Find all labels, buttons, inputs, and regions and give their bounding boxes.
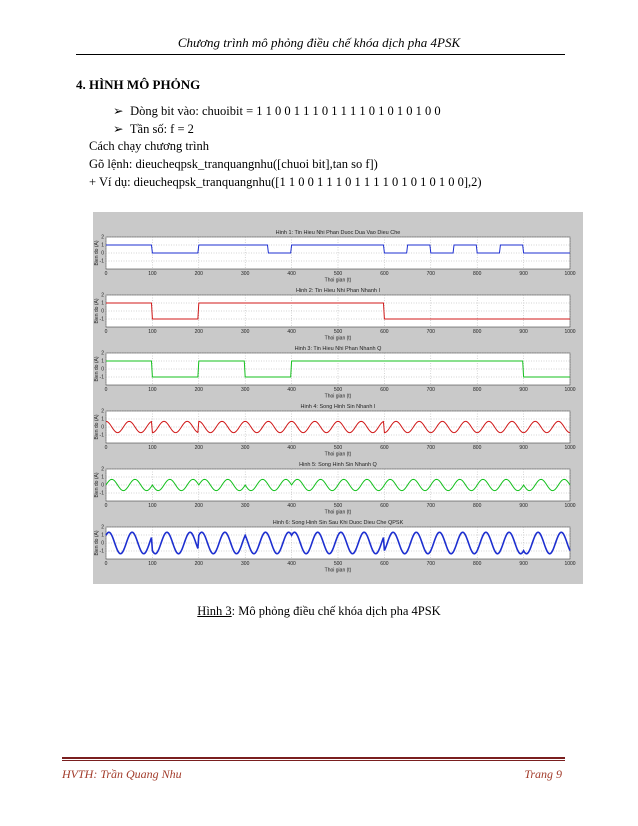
x-tick-label: 800: [473, 329, 482, 335]
y-tick-label: 2: [101, 350, 104, 357]
x-tick-label: 100: [148, 503, 157, 509]
y-tick-label: -1: [99, 490, 104, 497]
x-tick-label: 300: [241, 561, 250, 567]
figure-frame: [93, 212, 583, 584]
x-tick-label: 200: [194, 561, 203, 567]
x-tick-label: 1000: [564, 503, 576, 509]
footer-divider: [62, 757, 565, 759]
x-tick-label: 1000: [564, 329, 576, 335]
x-tick-label: 400: [287, 503, 296, 509]
bullet-item-bitstream: [113, 103, 441, 119]
x-tick-label: 600: [380, 561, 389, 567]
y-tick-label: -1: [99, 316, 104, 323]
y-axis-label: Bien do (A): [94, 414, 100, 440]
x-tick-label: 200: [194, 503, 203, 509]
y-tick-label: 1: [101, 300, 104, 307]
y-tick-label: 1: [101, 242, 104, 249]
x-tick-label: 500: [333, 561, 343, 567]
x-tick-label: 300: [241, 387, 250, 393]
x-tick-label: 500: [333, 445, 343, 451]
x-tick-label: 700: [426, 329, 435, 335]
footer-author: HVTH: Trần Quang Nhu: [62, 767, 182, 781]
x-tick-label: 400: [287, 561, 296, 567]
caption-text: : Mô phỏng điều chế khóa dịch pha 4PSK: [231, 604, 441, 618]
y-tick-label: 2: [101, 524, 104, 531]
x-tick-label: 800: [473, 271, 482, 277]
x-tick-label: 200: [194, 387, 203, 393]
y-tick-label: 2: [101, 408, 104, 415]
y-tick-label: 0: [101, 250, 104, 257]
footer-divider-thin: [62, 760, 565, 761]
x-axis-label: Thoi gian (t): [324, 509, 352, 516]
x-tick-label: 1000: [564, 445, 576, 451]
body-line-example: + Ví dụ: dieucheqpsk_tranquangnhu([1 1 0 0 1 1 1 0 1 1 1 1 0 1 0 1 0 1 0 0],2): [89, 175, 482, 189]
x-tick-label: 500: [333, 329, 343, 335]
x-tick-label: 600: [380, 503, 389, 509]
figure-caption: [0, 604, 638, 619]
x-tick-label: 100: [148, 445, 157, 451]
x-tick-label: 700: [426, 445, 435, 451]
x-tick-label: 800: [473, 387, 482, 393]
x-tick-label: 1000: [564, 561, 576, 567]
y-axis-label: Bien do (A): [94, 240, 100, 266]
simulation-chart: [93, 212, 583, 584]
caption-label: Hình 3: [197, 604, 232, 618]
body-line-command: Gõ lệnh: dieucheqpsk_tranquangnhu([chuoi bit],tan so f]): [89, 157, 378, 171]
y-tick-label: -1: [99, 258, 104, 265]
x-tick-label: 900: [519, 503, 528, 509]
y-tick-label: 0: [101, 366, 104, 373]
y-tick-label: 0: [101, 540, 104, 547]
x-tick-label: 0: [104, 387, 108, 393]
x-tick-label: 500: [333, 387, 343, 393]
x-tick-label: 900: [519, 561, 528, 567]
x-tick-label: 300: [241, 329, 250, 335]
bullet-text: Dòng bit vào: chuoibit = 1 1 0 0 1 1 1 0 1 1 1 1 0 1 0 1 0 1 0 0: [130, 104, 441, 118]
x-tick-label: 900: [519, 271, 528, 277]
x-axis-label: Thoi gian (t): [324, 277, 352, 284]
y-tick-label: 1: [101, 416, 104, 423]
y-tick-label: 2: [101, 466, 104, 473]
x-tick-label: 700: [426, 271, 435, 277]
x-tick-label: 1000: [564, 387, 576, 393]
x-tick-label: 500: [333, 503, 343, 509]
x-tick-label: 200: [194, 329, 203, 335]
x-axis-label: Thoi gian (t): [324, 335, 352, 342]
y-axis-label: Bien do (A): [94, 356, 100, 382]
x-tick-label: 0: [104, 271, 108, 277]
x-tick-label: 400: [287, 445, 296, 451]
y-tick-label: -1: [99, 432, 104, 439]
subplot-title: Hinh 1: Tin Hieu Nhi Phan Duoc Dua Vao Dieu Che: [275, 230, 401, 236]
x-tick-label: 600: [380, 387, 389, 393]
x-tick-label: 0: [104, 329, 108, 335]
y-axis-label: Bien do (A): [94, 298, 100, 324]
subplot-title: Hinh 6: Song Hinh Sin Sau Khi Duoc Dieu Che QPSK: [272, 520, 404, 526]
x-tick-label: 800: [473, 503, 482, 509]
footer-page-number: Trang 9: [524, 767, 562, 781]
x-tick-label: 400: [287, 271, 296, 277]
x-tick-label: 600: [380, 329, 389, 335]
x-tick-label: 700: [426, 503, 435, 509]
x-tick-label: 300: [241, 445, 250, 451]
subplot-title: Hinh 2: Tin Hieu Nhi Phan Nhanh I: [295, 288, 381, 294]
x-tick-label: 700: [426, 387, 435, 393]
x-tick-label: 800: [473, 561, 482, 567]
header-divider: [76, 54, 565, 55]
x-tick-label: 700: [426, 561, 435, 567]
x-axis-label: Thoi gian (t): [324, 393, 352, 400]
x-tick-label: 100: [148, 271, 157, 277]
x-tick-label: 1000: [564, 271, 576, 277]
x-axis-label: Thoi gian (t): [324, 567, 352, 574]
arrow-bullet-icon: ➢: [113, 122, 124, 136]
section-heading: 4. HÌNH MÔ PHỎNG: [76, 77, 201, 92]
x-tick-label: 300: [241, 503, 250, 509]
subplot-title: Hinh 5: Song Hinh Sin Nhanh Q: [299, 462, 377, 468]
subplot-title: Hinh 3: Tin Hieu Nhi Phan Nhanh Q: [294, 346, 382, 352]
x-tick-label: 0: [104, 445, 108, 451]
page-header: Chương trình mô phỏng điều chế khóa dịch pha 4PSK: [177, 35, 461, 50]
x-tick-label: 300: [241, 271, 250, 277]
x-tick-label: 100: [148, 329, 157, 335]
arrow-bullet-icon: ➢: [113, 104, 124, 118]
x-tick-label: 100: [148, 387, 157, 393]
x-tick-label: 900: [519, 387, 528, 393]
x-tick-label: 400: [287, 387, 296, 393]
x-tick-label: 900: [519, 329, 528, 335]
y-axis-label: Bien do (A): [94, 530, 100, 556]
x-tick-label: 100: [148, 561, 157, 567]
x-tick-label: 800: [473, 445, 482, 451]
x-tick-label: 400: [287, 329, 296, 335]
x-tick-label: 200: [194, 445, 203, 451]
x-axis-label: Thoi gian (t): [324, 451, 352, 458]
y-tick-label: 0: [101, 424, 104, 431]
y-tick-label: 1: [101, 358, 104, 365]
y-axis-label: Bien do (A): [94, 472, 100, 498]
y-tick-label: -1: [99, 548, 104, 555]
x-tick-label: 500: [333, 271, 343, 277]
x-tick-label: 200: [194, 271, 203, 277]
bullet-item-frequency: [113, 121, 194, 137]
x-tick-label: 600: [380, 271, 389, 277]
y-tick-label: -1: [99, 374, 104, 381]
subplot-title: Hinh 4: Song Hinh Sin Nhanh I: [300, 404, 376, 410]
x-tick-label: 600: [380, 445, 389, 451]
bullet-text: Tần số: f = 2: [129, 122, 194, 136]
y-tick-label: 2: [101, 292, 104, 299]
y-tick-label: 2: [101, 234, 104, 241]
y-tick-label: 0: [101, 482, 104, 489]
x-tick-label: 0: [104, 561, 108, 567]
y-tick-label: 1: [101, 532, 104, 539]
x-tick-label: 900: [519, 445, 528, 451]
y-tick-label: 0: [101, 308, 104, 315]
x-tick-label: 0: [104, 503, 108, 509]
body-line-run-title: Cách chạy chương trình: [89, 139, 209, 153]
y-tick-label: 1: [101, 474, 104, 481]
